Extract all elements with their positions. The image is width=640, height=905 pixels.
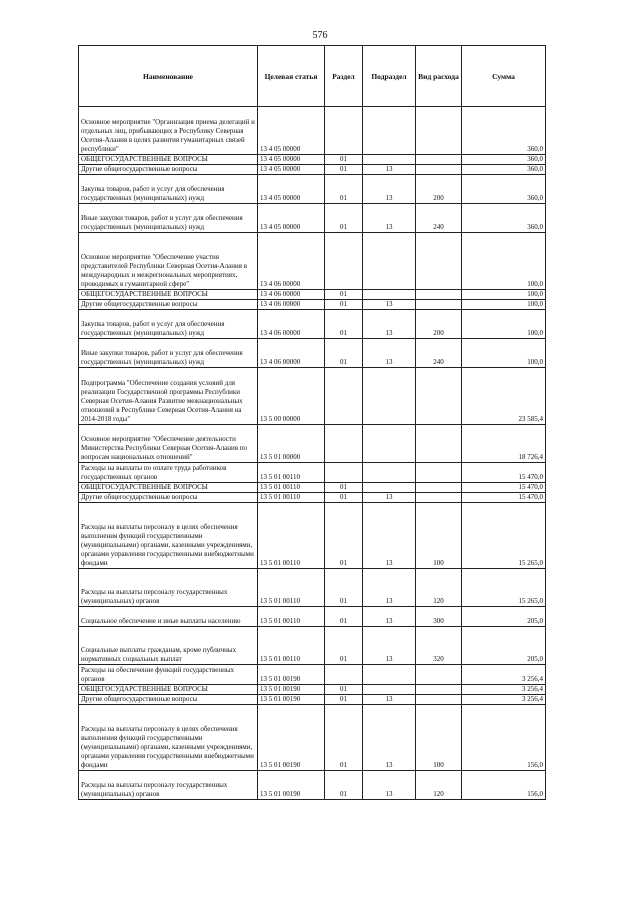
cell-kind: 200 <box>416 175 462 204</box>
cell-sum: 100,0 <box>462 300 546 310</box>
table-row <box>79 463 546 483</box>
cell-target: 13 4 06 00000 <box>258 233 325 290</box>
cell-kind: 300 <box>416 607 462 627</box>
cell-subsection: 13 <box>363 695 416 705</box>
cell-subsection: 13 <box>363 503 416 569</box>
cell-kind <box>416 290 462 300</box>
cell-kind <box>416 425 462 463</box>
cell-section: 01 <box>325 310 363 339</box>
cell-target: 13 4 06 00000 <box>258 310 325 339</box>
table-row <box>79 233 546 290</box>
cell-subsection: 13 <box>363 204 416 233</box>
table-body <box>79 107 546 800</box>
cell-target: 13 4 06 00000 <box>258 339 325 368</box>
cell-target: 13 5 01 00110 <box>258 627 325 665</box>
cell-section: 01 <box>325 569 363 607</box>
cell-sum: 18 726,4 <box>462 425 546 463</box>
cell-name: Иные закупки товаров, работ и услуг для обеспечения государственных (муниципальных) нужд <box>79 204 258 233</box>
cell-target: 13 4 05 00000 <box>258 165 325 175</box>
cell-name: ОБЩЕГОСУДАРСТВЕННЫЕ ВОПРОСЫ <box>79 685 258 695</box>
cell-subsection <box>363 685 416 695</box>
cell-subsection <box>363 107 416 155</box>
cell-section: 01 <box>325 165 363 175</box>
table-row <box>79 425 546 463</box>
table-row <box>79 107 546 155</box>
table-row <box>79 771 546 800</box>
cell-kind: 100 <box>416 503 462 569</box>
cell-subsection <box>363 233 416 290</box>
cell-kind: 240 <box>416 339 462 368</box>
cell-target: 13 4 05 00000 <box>258 175 325 204</box>
cell-subsection: 13 <box>363 493 416 503</box>
cell-name: Расходы на выплаты персоналу в целях обеспечения выполнения функций государственными (муниципальными) органами, казенными учреждениями, органами управления государственными внебюджетными фондами <box>79 503 258 569</box>
cell-subsection <box>363 483 416 493</box>
cell-name: Закупка товаров, работ и услуг для обеспечения государственных (муниципальных) нужд <box>79 310 258 339</box>
table-row <box>79 339 546 368</box>
cell-section: 01 <box>325 204 363 233</box>
cell-kind <box>416 685 462 695</box>
table-row <box>79 607 546 627</box>
cell-subsection <box>363 665 416 685</box>
cell-sum: 360,0 <box>462 165 546 175</box>
cell-section: 01 <box>325 705 363 771</box>
cell-sum: 15 265,0 <box>462 569 546 607</box>
cell-target: 13 4 05 00000 <box>258 107 325 155</box>
cell-sum: 15 470,0 <box>462 463 546 483</box>
cell-sum: 360,0 <box>462 175 546 204</box>
cell-subsection <box>363 425 416 463</box>
header-target: Целевая статья <box>258 46 325 107</box>
table-row <box>79 310 546 339</box>
cell-subsection: 13 <box>363 175 416 204</box>
cell-sum: 3 256,4 <box>462 695 546 705</box>
cell-kind <box>416 695 462 705</box>
cell-name: Другие общегосударственные вопросы <box>79 493 258 503</box>
cell-name: Расходы на обеспечение функций государственных органов <box>79 665 258 685</box>
cell-name: Другие общегосударственные вопросы <box>79 165 258 175</box>
cell-section: 01 <box>325 175 363 204</box>
cell-subsection: 13 <box>363 771 416 800</box>
cell-section: 01 <box>325 627 363 665</box>
table-row <box>79 165 546 175</box>
cell-section: 01 <box>325 493 363 503</box>
cell-subsection: 13 <box>363 607 416 627</box>
cell-subsection <box>363 155 416 165</box>
table-row <box>79 627 546 665</box>
cell-subsection <box>363 463 416 483</box>
cell-sum: 100,0 <box>462 310 546 339</box>
cell-subsection: 13 <box>363 339 416 368</box>
cell-section <box>325 368 363 425</box>
header-section: Раздел <box>325 46 363 107</box>
cell-kind <box>416 233 462 290</box>
cell-target: 13 4 06 00000 <box>258 290 325 300</box>
cell-target: 13 5 00 00000 <box>258 368 325 425</box>
cell-section <box>325 425 363 463</box>
cell-kind: 200 <box>416 310 462 339</box>
table-header-row <box>79 46 546 107</box>
cell-sum: 360,0 <box>462 107 546 155</box>
table-row <box>79 695 546 705</box>
cell-target: 13 4 06 00000 <box>258 300 325 310</box>
cell-subsection: 13 <box>363 310 416 339</box>
cell-name: Социальные выплаты гражданам, кроме публичных нормативных социальных выплат <box>79 627 258 665</box>
cell-name: Иные закупки товаров, работ и услуг для обеспечения государственных (муниципальных) нужд <box>79 339 258 368</box>
table-row <box>79 665 546 685</box>
cell-sum: 360,0 <box>462 204 546 233</box>
cell-name: Расходы на выплаты персоналу в целях обеспечения выполнения функций государственными (муниципальными) органами, казенными учреждениями, органами управления государственными внебюджетными фондами <box>79 705 258 771</box>
cell-section: 01 <box>325 771 363 800</box>
cell-kind <box>416 107 462 155</box>
cell-section <box>325 233 363 290</box>
cell-target: 13 4 05 00000 <box>258 204 325 233</box>
cell-kind: 320 <box>416 627 462 665</box>
cell-kind: 120 <box>416 771 462 800</box>
cell-section: 01 <box>325 300 363 310</box>
table-row <box>79 300 546 310</box>
cell-subsection: 13 <box>363 165 416 175</box>
cell-target: 13 5 01 00190 <box>258 695 325 705</box>
cell-target: 13 5 01 00110 <box>258 483 325 493</box>
cell-section: 01 <box>325 607 363 627</box>
table-row <box>79 493 546 503</box>
cell-sum: 360,0 <box>462 155 546 165</box>
cell-name: Расходы на выплаты персоналу государственных (муниципальных) органов <box>79 771 258 800</box>
cell-target: 13 5 01 00190 <box>258 665 325 685</box>
table-row <box>79 569 546 607</box>
table-row <box>79 204 546 233</box>
cell-name: ОБЩЕГОСУДАРСТВЕННЫЕ ВОПРОСЫ <box>79 483 258 493</box>
cell-name: Основное мероприятие "Организация приема делегаций и отдельных лиц, прибывающих в Республику Северная Осетия-Алания в целях развития гуманитарных связей республики" <box>79 107 258 155</box>
cell-target: 13 5 01 00110 <box>258 607 325 627</box>
cell-sum: 100,0 <box>462 233 546 290</box>
table-row <box>79 685 546 695</box>
header-sum: Сумма <box>462 46 546 107</box>
cell-name: Расходы на выплаты персоналу государственных (муниципальных) органов <box>79 569 258 607</box>
table-row <box>79 155 546 165</box>
budget-table <box>78 45 546 800</box>
cell-section: 01 <box>325 290 363 300</box>
cell-kind <box>416 155 462 165</box>
cell-section: 01 <box>325 503 363 569</box>
cell-section <box>325 463 363 483</box>
cell-sum: 23 585,4 <box>462 368 546 425</box>
cell-sum: 156,0 <box>462 771 546 800</box>
cell-subsection: 13 <box>363 300 416 310</box>
cell-kind <box>416 300 462 310</box>
cell-name: ОБЩЕГОСУДАРСТВЕННЫЕ ВОПРОСЫ <box>79 155 258 165</box>
cell-name: Другие общегосударственные вопросы <box>79 695 258 705</box>
cell-section: 01 <box>325 339 363 368</box>
cell-name: Другие общегосударственные вопросы <box>79 300 258 310</box>
cell-section <box>325 665 363 685</box>
cell-target: 13 5 01 00110 <box>258 503 325 569</box>
cell-name: Социальное обеспечение и иные выплаты населению <box>79 607 258 627</box>
header-kind: Вид расхода <box>416 46 462 107</box>
header-subsection: Подраздел <box>363 46 416 107</box>
cell-section: 01 <box>325 685 363 695</box>
cell-section <box>325 107 363 155</box>
cell-kind <box>416 463 462 483</box>
cell-subsection: 13 <box>363 705 416 771</box>
cell-kind <box>416 483 462 493</box>
cell-name: Расходы на выплаты по оплате труда работников государственных органов <box>79 463 258 483</box>
cell-subsection: 13 <box>363 569 416 607</box>
cell-name: Закупка товаров, работ и услуг для обеспечения государственных (муниципальных) нужд <box>79 175 258 204</box>
table-row <box>79 483 546 493</box>
table-row <box>79 368 546 425</box>
cell-name: Подпрограмма "Обеспечение создания условий для реализации Государственной программы Республики Северная Осетия-Алания Развитие межнациональных отношений в Республике Северная Осетия-Алания на 2014-2018 годы" <box>79 368 258 425</box>
cell-target: 13 5 01 00110 <box>258 463 325 483</box>
cell-sum: 3 256,4 <box>462 685 546 695</box>
cell-kind: 120 <box>416 569 462 607</box>
cell-sum: 205,0 <box>462 627 546 665</box>
page-number: 576 <box>312 30 328 41</box>
table-row <box>79 705 546 771</box>
cell-subsection <box>363 368 416 425</box>
cell-kind <box>416 493 462 503</box>
table-row <box>79 503 546 569</box>
cell-target: 13 5 01 00190 <box>258 685 325 695</box>
cell-subsection: 13 <box>363 627 416 665</box>
header-name: Наименование <box>79 46 258 107</box>
cell-sum: 100,0 <box>462 339 546 368</box>
cell-section: 01 <box>325 695 363 705</box>
cell-kind <box>416 368 462 425</box>
cell-sum: 15 470,0 <box>462 483 546 493</box>
cell-name: ОБЩЕГОСУДАРСТВЕННЫЕ ВОПРОСЫ <box>79 290 258 300</box>
cell-target: 13 5 01 00110 <box>258 493 325 503</box>
cell-section: 01 <box>325 483 363 493</box>
table-row <box>79 175 546 204</box>
cell-sum: 156,0 <box>462 705 546 771</box>
cell-sum: 205,0 <box>462 607 546 627</box>
table-row <box>79 290 546 300</box>
cell-target: 13 4 05 00000 <box>258 155 325 165</box>
cell-name: Основное мероприятие "Обеспечение деятельности Министерства Республики Северная Осетия-Алания по вопросам национальных отношений" <box>79 425 258 463</box>
cell-sum: 3 256,4 <box>462 665 546 685</box>
cell-sum: 15 265,0 <box>462 503 546 569</box>
cell-sum: 100,0 <box>462 290 546 300</box>
cell-target: 13 5 01 00000 <box>258 425 325 463</box>
cell-kind: 100 <box>416 705 462 771</box>
cell-kind <box>416 165 462 175</box>
cell-name: Основное мероприятие "Обеспечение участия представителей Республики Северная Осетия-Алания в международных и межрегиональных мероприятиях, проводимых в гуманитарной сфере" <box>79 233 258 290</box>
cell-kind <box>416 665 462 685</box>
cell-target: 13 5 01 00190 <box>258 705 325 771</box>
cell-kind: 240 <box>416 204 462 233</box>
cell-subsection <box>363 290 416 300</box>
cell-target: 13 5 01 00110 <box>258 569 325 607</box>
cell-sum: 15 470,0 <box>462 493 546 503</box>
cell-target: 13 5 01 00190 <box>258 771 325 800</box>
cell-section: 01 <box>325 155 363 165</box>
